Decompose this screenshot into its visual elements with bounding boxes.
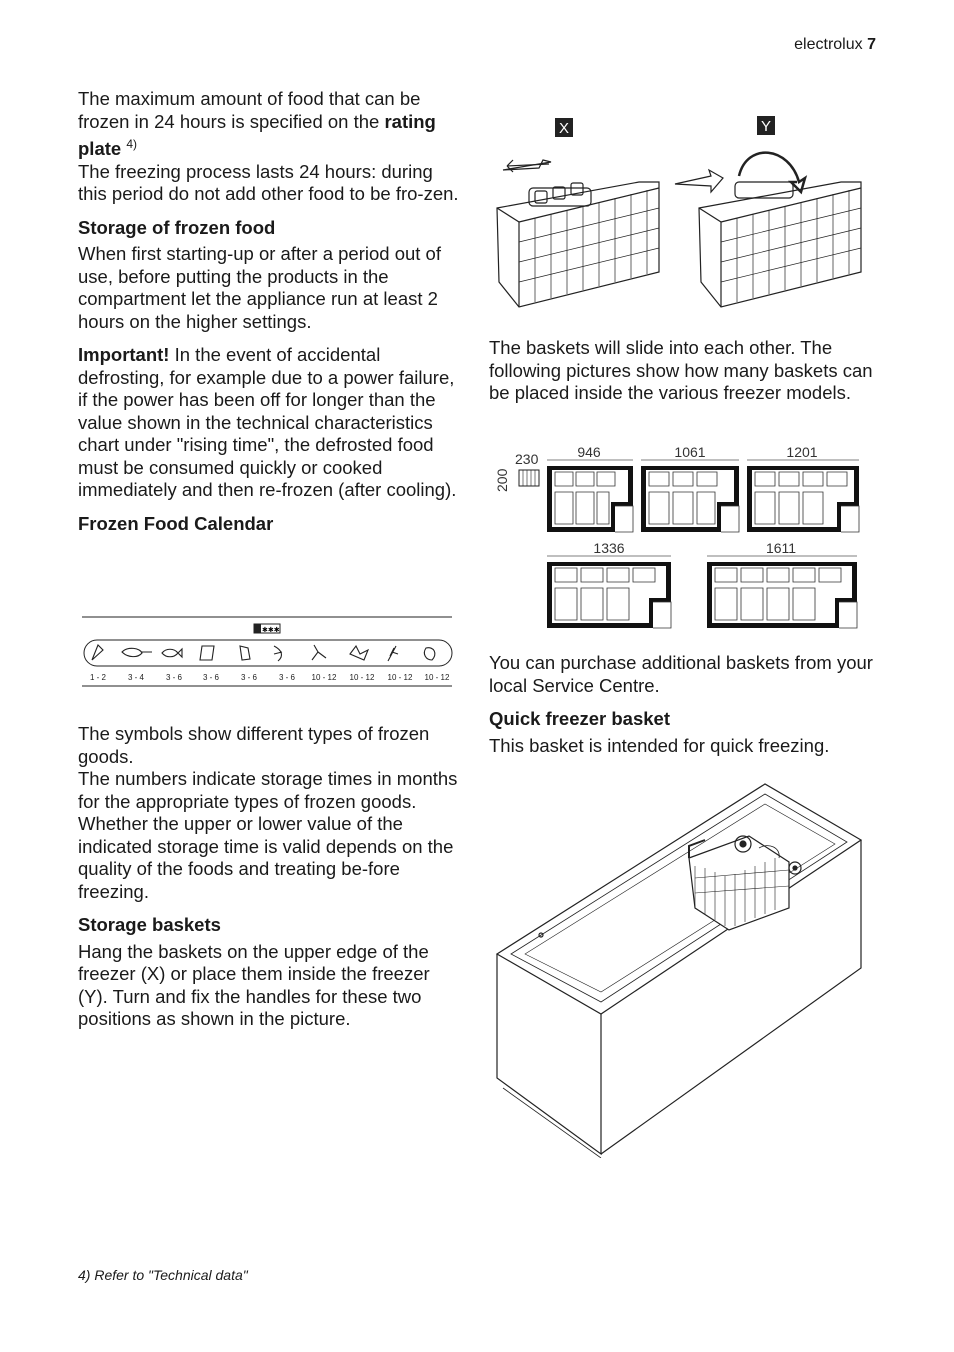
numbers-paragraph: The numbers indicate storage times in months for the appropriate types of frozen goods. Whether the upper or lower value of the indicated storage time is valid depends on the quality of the foods and treating be-fore freezing. (78, 768, 458, 902)
purchase-paragraph: You can purchase additional baskets from your local Service Centre. (489, 652, 873, 696)
left-column (78, 88, 464, 539)
model-946 (547, 444, 633, 532)
footnote-ref: 4) (126, 137, 137, 151)
vegetable-icon (92, 645, 103, 660)
freezing-process-paragraph: The freezing process lasts 24 hours: during this period do not add other food to be fro-zen. (78, 160, 459, 205)
basket-x (497, 160, 659, 307)
baskets-paragraph: Hang the baskets on the upper edge of the freezer (X) or place them inside the freezer (Y). Turn and fix the handles for these two positions as shown in the picture. (78, 940, 430, 1029)
shellfish-icon (274, 646, 282, 661)
range-label: 3 - 6 (165, 673, 183, 682)
calendar-stars: ✱✱✱ (262, 627, 280, 634)
quick-freezer-paragraph: This basket is intended for quick freezing. (489, 734, 830, 756)
range-label: 10 - 12 (349, 673, 375, 682)
range-label: 3 - 6 (202, 673, 220, 682)
label-y: Y (760, 118, 772, 135)
storage-frozen-paragraph: When first starting-up or after a period out of use, before putting the products in the compartment let the appliance run at least 2 hours on the higher settings. (78, 243, 441, 332)
bread-icon (200, 646, 214, 660)
page-header (794, 36, 876, 54)
chest-freezer-figure (489, 778, 874, 1158)
poultry-icon (312, 645, 326, 660)
label-x: X (558, 120, 570, 137)
storage-frozen-heading: Storage of frozen food (78, 216, 276, 238)
intro-paragraph: The maximum amount of food that can be frozen in 24 hours is specified on the rating plate $^{4)}$ (78, 88, 436, 160)
baskets-heading: Storage baskets (78, 914, 221, 935)
important-paragraph: Important! In the event of accidental defrosting, for example due to a power failure, if the power has been off for longer than the value shown in the technical characteristics chart under "rising time", the defrosted food must be consumed quickly or cooked immediately and then re-frozen (after cooling). (78, 344, 457, 501)
calendar-heading: Frozen Food Calendar (78, 512, 274, 534)
model-label: 1336 (593, 540, 625, 556)
range-label: 3 - 4 (127, 673, 145, 682)
range-label: 10 - 12 (424, 673, 450, 682)
model-1061 (641, 444, 739, 532)
meat-icon (350, 646, 368, 660)
basket-y (675, 153, 861, 307)
basket-layout-figure (489, 440, 874, 640)
cake-icon (240, 646, 250, 660)
important-label: Important! (78, 344, 170, 366)
fruit-icon (424, 648, 434, 660)
page-number: 7 (867, 36, 876, 53)
basket-width-label: 230 (515, 451, 539, 467)
quick-freezer-heading: Quick freezer basket (489, 708, 670, 729)
range-label: 3 - 6 (240, 673, 258, 682)
range-label: 10 - 12 (311, 673, 337, 682)
frozen-food-calendar (78, 612, 458, 692)
brand-name: electrolux (794, 36, 863, 53)
model-1336 (547, 540, 671, 628)
model-label: 1201 (786, 444, 818, 460)
calendar-ranges (90, 673, 450, 682)
symbols-paragraph: The symbols show different types of frozen goods. (78, 723, 430, 767)
model-label: 946 (577, 444, 601, 460)
herbs-icon (388, 646, 398, 661)
range-label: 10 - 12 (387, 673, 413, 682)
right-column (489, 337, 874, 416)
slide-paragraph: The baskets will slide into each other. The following pictures show how many baskets can be placed inside the various freezer models. (489, 337, 873, 403)
left-column-lower (78, 723, 464, 1042)
range-label: 1 - 2 (89, 673, 107, 682)
model-label: 1061 (674, 444, 706, 460)
basket-positions-figure (489, 112, 874, 317)
basket-height-label: 200 (494, 468, 510, 492)
model-1201 (747, 444, 859, 532)
range-label: 3 - 6 (278, 673, 296, 682)
rating-plate-bold: rating plate (78, 110, 436, 160)
right-column-lower (489, 652, 874, 768)
fish-icon (162, 649, 182, 657)
model-1611 (707, 540, 857, 628)
footnote: 4) Refer to "Technical data" (78, 1267, 248, 1283)
model-label: 1611 (765, 540, 797, 556)
sausage-icon (122, 648, 152, 656)
